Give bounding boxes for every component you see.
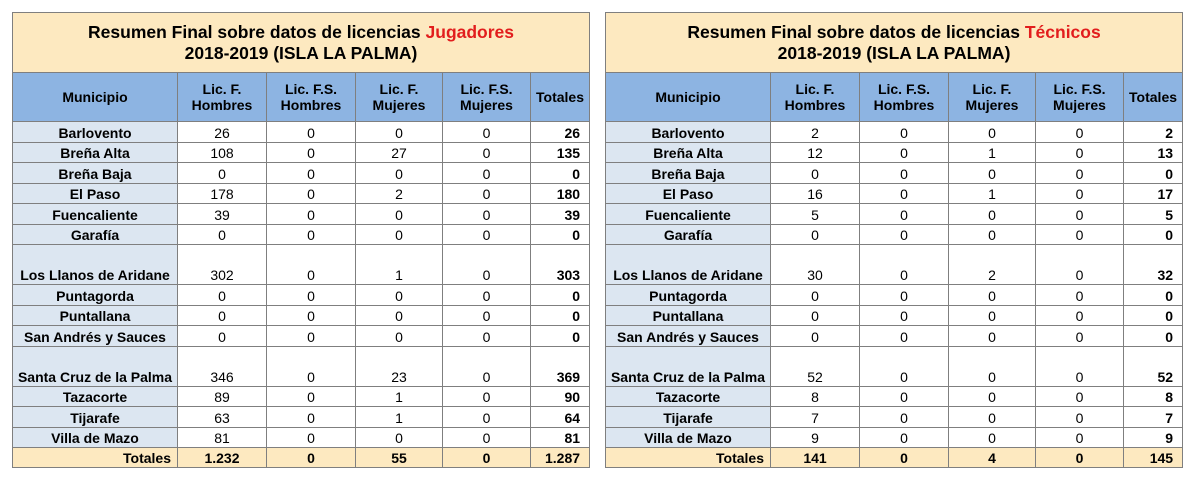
cell-lfs-mujeres: 0 <box>443 224 531 245</box>
total-grand: 1.287 <box>531 448 590 468</box>
cell-total: 0 <box>1124 326 1183 347</box>
cell-municipio: Breña Alta <box>13 142 178 163</box>
table-row <box>13 285 590 306</box>
total-grand: 145 <box>1124 448 1183 468</box>
cell-lf-hombres: 81 <box>178 427 267 448</box>
cell-municipio: Fuencaliente <box>606 204 771 225</box>
total-lfs-mujeres: 0 <box>1036 448 1124 468</box>
cell-lfs-hombres: 0 <box>860 407 949 428</box>
cell-lf-hombres: 39 <box>178 204 267 225</box>
totals-row <box>13 448 590 468</box>
cell-lf-mujeres: 1 <box>949 183 1036 204</box>
cell-municipio: Los Llanos de Aridane <box>606 245 771 285</box>
col-header-lfs-mujeres: Lic. F.S. Mujeres <box>443 73 531 122</box>
cell-lfs-mujeres: 0 <box>1036 326 1124 347</box>
total-lfs-hombres: 0 <box>860 448 949 468</box>
cell-lf-hombres: 0 <box>178 305 267 326</box>
cell-lfs-hombres: 0 <box>860 285 949 306</box>
cell-municipio: Garafía <box>606 224 771 245</box>
cell-lfs-mujeres: 0 <box>1036 407 1124 428</box>
cell-municipio: Tazacorte <box>606 386 771 407</box>
cell-total: 2 <box>1124 122 1183 143</box>
table-body <box>606 122 1183 448</box>
cell-lf-mujeres: 0 <box>356 285 443 306</box>
total-lf-hombres: 1.232 <box>178 448 267 468</box>
cell-lfs-hombres: 0 <box>860 346 949 386</box>
cell-municipio: Garafía <box>13 224 178 245</box>
cell-total: 0 <box>1124 305 1183 326</box>
cell-municipio: Santa Cruz de la Palma <box>13 346 178 386</box>
table-row <box>606 305 1183 326</box>
cell-lfs-mujeres: 0 <box>1036 183 1124 204</box>
cell-total: 0 <box>1124 163 1183 184</box>
cell-total: 0 <box>531 285 590 306</box>
cell-lf-mujeres: 1 <box>949 142 1036 163</box>
cell-municipio: Barlovento <box>606 122 771 143</box>
cell-lf-mujeres: 0 <box>949 305 1036 326</box>
cell-total: 17 <box>1124 183 1183 204</box>
total-lf-mujeres: 55 <box>356 448 443 468</box>
cell-total: 90 <box>531 386 590 407</box>
cell-lf-hombres: 0 <box>771 285 860 306</box>
cell-lfs-hombres: 0 <box>860 142 949 163</box>
cell-total: 9 <box>1124 427 1183 448</box>
cell-lf-hombres: 16 <box>771 183 860 204</box>
cell-lfs-mujeres: 0 <box>1036 285 1124 306</box>
header-row <box>13 73 590 122</box>
cell-lf-hombres: 178 <box>178 183 267 204</box>
table-row <box>606 407 1183 428</box>
cell-lf-mujeres: 0 <box>949 386 1036 407</box>
cell-total: 39 <box>531 204 590 225</box>
table-row <box>606 245 1183 285</box>
cell-municipio: El Paso <box>606 183 771 204</box>
cell-lfs-mujeres: 0 <box>1036 224 1124 245</box>
cell-lf-mujeres: 0 <box>356 224 443 245</box>
cell-municipio: Villa de Mazo <box>606 427 771 448</box>
table-row <box>13 224 590 245</box>
cell-lfs-hombres: 0 <box>860 224 949 245</box>
cell-lf-mujeres: 0 <box>949 224 1036 245</box>
jugadores-table <box>12 12 590 468</box>
total-lf-mujeres: 4 <box>949 448 1036 468</box>
cell-lfs-hombres: 0 <box>267 204 356 225</box>
table-row <box>606 346 1183 386</box>
cell-lf-mujeres: 0 <box>949 163 1036 184</box>
cell-lf-hombres: 0 <box>178 224 267 245</box>
cell-lfs-mujeres: 0 <box>443 427 531 448</box>
cell-lfs-mujeres: 0 <box>1036 427 1124 448</box>
cell-lfs-hombres: 0 <box>860 326 949 347</box>
col-header-lf-mujeres: Lic. F. Mujeres <box>356 73 443 122</box>
title-accent: Jugadores <box>425 21 515 42</box>
table-row <box>13 122 590 143</box>
cell-lfs-mujeres: 0 <box>1036 163 1124 184</box>
col-header-lf-hombres: Lic. F. Hombres <box>178 73 267 122</box>
cell-lf-hombres: 302 <box>178 245 267 285</box>
cell-lf-hombres: 108 <box>178 142 267 163</box>
table-row <box>606 386 1183 407</box>
cell-lf-mujeres: 0 <box>356 305 443 326</box>
cell-lfs-mujeres: 0 <box>443 204 531 225</box>
cell-lf-hombres: 5 <box>771 204 860 225</box>
cell-total: 135 <box>531 142 590 163</box>
cell-municipio: Puntagorda <box>606 285 771 306</box>
cell-lf-hombres: 0 <box>771 224 860 245</box>
cell-municipio: Los Llanos de Aridane <box>13 245 178 285</box>
cell-municipio: Villa de Mazo <box>13 427 178 448</box>
total-lfs-mujeres: 0 <box>443 448 531 468</box>
cell-total: 369 <box>531 346 590 386</box>
cell-lfs-mujeres: 0 <box>443 326 531 347</box>
totals-label: Totales <box>606 448 771 468</box>
cell-lfs-hombres: 0 <box>860 163 949 184</box>
cell-lfs-hombres: 0 <box>267 245 356 285</box>
cell-lf-mujeres: 2 <box>356 183 443 204</box>
cell-total: 5 <box>1124 204 1183 225</box>
cell-lf-mujeres: 1 <box>356 407 443 428</box>
cell-municipio: Puntallana <box>606 305 771 326</box>
cell-lfs-mujeres: 0 <box>443 183 531 204</box>
col-header-lf-mujeres: Lic. F. Mujeres <box>949 73 1036 122</box>
cell-lf-mujeres: 0 <box>949 326 1036 347</box>
cell-lf-hombres: 52 <box>771 346 860 386</box>
cell-municipio: Santa Cruz de la Palma <box>606 346 771 386</box>
cell-municipio: Tazacorte <box>13 386 178 407</box>
cell-lfs-mujeres: 0 <box>443 122 531 143</box>
cell-lf-mujeres: 0 <box>356 122 443 143</box>
cell-total: 32 <box>1124 245 1183 285</box>
cell-lf-hombres: 7 <box>771 407 860 428</box>
cell-total: 81 <box>531 427 590 448</box>
col-header-totales: Totales <box>1124 73 1183 122</box>
cell-lfs-mujeres: 0 <box>443 346 531 386</box>
cell-lfs-hombres: 0 <box>860 245 949 285</box>
table-row <box>606 326 1183 347</box>
cell-lfs-hombres: 0 <box>267 183 356 204</box>
cell-total: 0 <box>531 305 590 326</box>
total-lf-hombres: 141 <box>771 448 860 468</box>
cell-municipio: Tijarafe <box>606 407 771 428</box>
table-row <box>606 204 1183 225</box>
cell-municipio: Puntallana <box>13 305 178 326</box>
cell-lfs-mujeres: 0 <box>1036 142 1124 163</box>
cell-lfs-mujeres: 0 <box>443 407 531 428</box>
col-header-totales: Totales <box>531 73 590 122</box>
table-row <box>606 427 1183 448</box>
table-row <box>606 285 1183 306</box>
cell-lf-hombres: 0 <box>771 163 860 184</box>
cell-lf-mujeres: 0 <box>949 427 1036 448</box>
total-lfs-hombres: 0 <box>267 448 356 468</box>
title-accent: Técnicos <box>1024 21 1101 42</box>
cell-lfs-mujeres: 0 <box>1036 122 1124 143</box>
cell-lfs-hombres: 0 <box>267 224 356 245</box>
table-row <box>606 224 1183 245</box>
table-title <box>13 13 590 73</box>
totals-label: Totales <box>13 448 178 468</box>
cell-total: 303 <box>531 245 590 285</box>
col-header-lf-hombres: Lic. F. Hombres <box>771 73 860 122</box>
cell-municipio: San Andrés y Sauces <box>13 326 178 347</box>
cell-lfs-hombres: 0 <box>860 305 949 326</box>
col-header-lfs-hombres: Lic. F.S. Hombres <box>860 73 949 122</box>
cell-lfs-hombres: 0 <box>267 346 356 386</box>
col-header-lfs-hombres: Lic. F.S. Hombres <box>267 73 356 122</box>
title-season: 2018-2019 (ISLA LA PALMA) <box>184 42 418 63</box>
cell-municipio: Fuencaliente <box>13 204 178 225</box>
cell-lf-mujeres: 0 <box>949 204 1036 225</box>
table-body <box>13 122 590 448</box>
cell-lf-mujeres: 27 <box>356 142 443 163</box>
cell-lfs-hombres: 0 <box>860 122 949 143</box>
cell-lfs-hombres: 0 <box>860 183 949 204</box>
cell-total: 8 <box>1124 386 1183 407</box>
table-row <box>606 142 1183 163</box>
table-row <box>13 183 590 204</box>
cell-lfs-hombres: 0 <box>267 407 356 428</box>
cell-total: 0 <box>531 163 590 184</box>
table-row <box>13 427 590 448</box>
table-row <box>13 204 590 225</box>
table-row <box>13 386 590 407</box>
cell-municipio: Tijarafe <box>13 407 178 428</box>
cell-lfs-mujeres: 0 <box>1036 386 1124 407</box>
table-row <box>13 305 590 326</box>
cell-lf-hombres: 0 <box>178 285 267 306</box>
table-row <box>606 183 1183 204</box>
cell-lfs-hombres: 0 <box>860 386 949 407</box>
cell-municipio: Barlovento <box>13 122 178 143</box>
cell-lf-hombres: 2 <box>771 122 860 143</box>
cell-total: 26 <box>531 122 590 143</box>
cell-lfs-hombres: 0 <box>267 386 356 407</box>
cell-lfs-hombres: 0 <box>267 163 356 184</box>
cell-municipio: Breña Baja <box>13 163 178 184</box>
table-row <box>13 142 590 163</box>
cell-lfs-hombres: 0 <box>267 142 356 163</box>
table-row <box>606 122 1183 143</box>
cell-total: 7 <box>1124 407 1183 428</box>
header-row <box>606 73 1183 122</box>
col-header-municipio: Municipio <box>13 73 178 122</box>
cell-lfs-mujeres: 0 <box>1036 346 1124 386</box>
totals-row <box>606 448 1183 468</box>
cell-lfs-mujeres: 0 <box>443 142 531 163</box>
cell-lf-mujeres: 0 <box>356 163 443 184</box>
cell-lfs-hombres: 0 <box>267 285 356 306</box>
table-row <box>13 326 590 347</box>
cell-lfs-mujeres: 0 <box>443 245 531 285</box>
cell-lfs-mujeres: 0 <box>443 305 531 326</box>
cell-lf-hombres: 8 <box>771 386 860 407</box>
cell-lf-hombres: 26 <box>178 122 267 143</box>
col-header-lfs-mujeres: Lic. F.S. Mujeres <box>1036 73 1124 122</box>
cell-lf-hombres: 0 <box>178 326 267 347</box>
cell-lf-mujeres: 2 <box>949 245 1036 285</box>
cell-lfs-hombres: 0 <box>860 427 949 448</box>
cell-lfs-mujeres: 0 <box>443 285 531 306</box>
cell-lf-mujeres: 1 <box>356 245 443 285</box>
cell-total: 0 <box>531 224 590 245</box>
cell-lfs-mujeres: 0 <box>1036 204 1124 225</box>
cell-lfs-hombres: 0 <box>267 427 356 448</box>
cell-total: 13 <box>1124 142 1183 163</box>
cell-municipio: El Paso <box>13 183 178 204</box>
cell-lf-mujeres: 0 <box>949 122 1036 143</box>
cell-lf-hombres: 346 <box>178 346 267 386</box>
cell-lf-mujeres: 0 <box>949 346 1036 386</box>
cell-lfs-mujeres: 0 <box>443 386 531 407</box>
title-prefix: Resumen Final sobre datos de licencias <box>88 21 426 42</box>
table-row <box>606 163 1183 184</box>
table-row <box>13 346 590 386</box>
cell-total: 52 <box>1124 346 1183 386</box>
cell-lf-mujeres: 0 <box>356 326 443 347</box>
tecnicos-table <box>605 12 1183 468</box>
cell-lf-hombres: 12 <box>771 142 860 163</box>
cell-lfs-hombres: 0 <box>267 122 356 143</box>
cell-lf-hombres: 30 <box>771 245 860 285</box>
title-season: 2018-2019 (ISLA LA PALMA) <box>777 42 1011 63</box>
table-title <box>606 13 1183 73</box>
cell-lf-mujeres: 0 <box>356 427 443 448</box>
cell-lf-hombres: 63 <box>178 407 267 428</box>
table-row <box>13 407 590 428</box>
cell-municipio: Puntagorda <box>13 285 178 306</box>
cell-lf-hombres: 0 <box>771 305 860 326</box>
cell-total: 64 <box>531 407 590 428</box>
table-row <box>13 163 590 184</box>
cell-lf-mujeres: 0 <box>949 285 1036 306</box>
cell-lfs-mujeres: 0 <box>1036 305 1124 326</box>
cell-municipio: Breña Baja <box>606 163 771 184</box>
cell-lf-mujeres: 23 <box>356 346 443 386</box>
cell-lfs-mujeres: 0 <box>443 163 531 184</box>
cell-lf-mujeres: 0 <box>356 204 443 225</box>
cell-total: 180 <box>531 183 590 204</box>
cell-lf-hombres: 9 <box>771 427 860 448</box>
cell-municipio: Breña Alta <box>606 142 771 163</box>
cell-municipio: San Andrés y Sauces <box>606 326 771 347</box>
cell-total: 0 <box>531 326 590 347</box>
cell-lf-mujeres: 0 <box>949 407 1036 428</box>
cell-lf-hombres: 0 <box>178 163 267 184</box>
cell-lfs-hombres: 0 <box>267 326 356 347</box>
cell-lf-hombres: 0 <box>771 326 860 347</box>
cell-lfs-mujeres: 0 <box>1036 245 1124 285</box>
cell-lf-mujeres: 1 <box>356 386 443 407</box>
cell-total: 0 <box>1124 224 1183 245</box>
col-header-municipio: Municipio <box>606 73 771 122</box>
cell-lf-hombres: 89 <box>178 386 267 407</box>
cell-total: 0 <box>1124 285 1183 306</box>
title-prefix: Resumen Final sobre datos de licencias <box>687 21 1025 42</box>
table-row <box>13 245 590 285</box>
cell-lfs-hombres: 0 <box>267 305 356 326</box>
cell-lfs-hombres: 0 <box>860 204 949 225</box>
